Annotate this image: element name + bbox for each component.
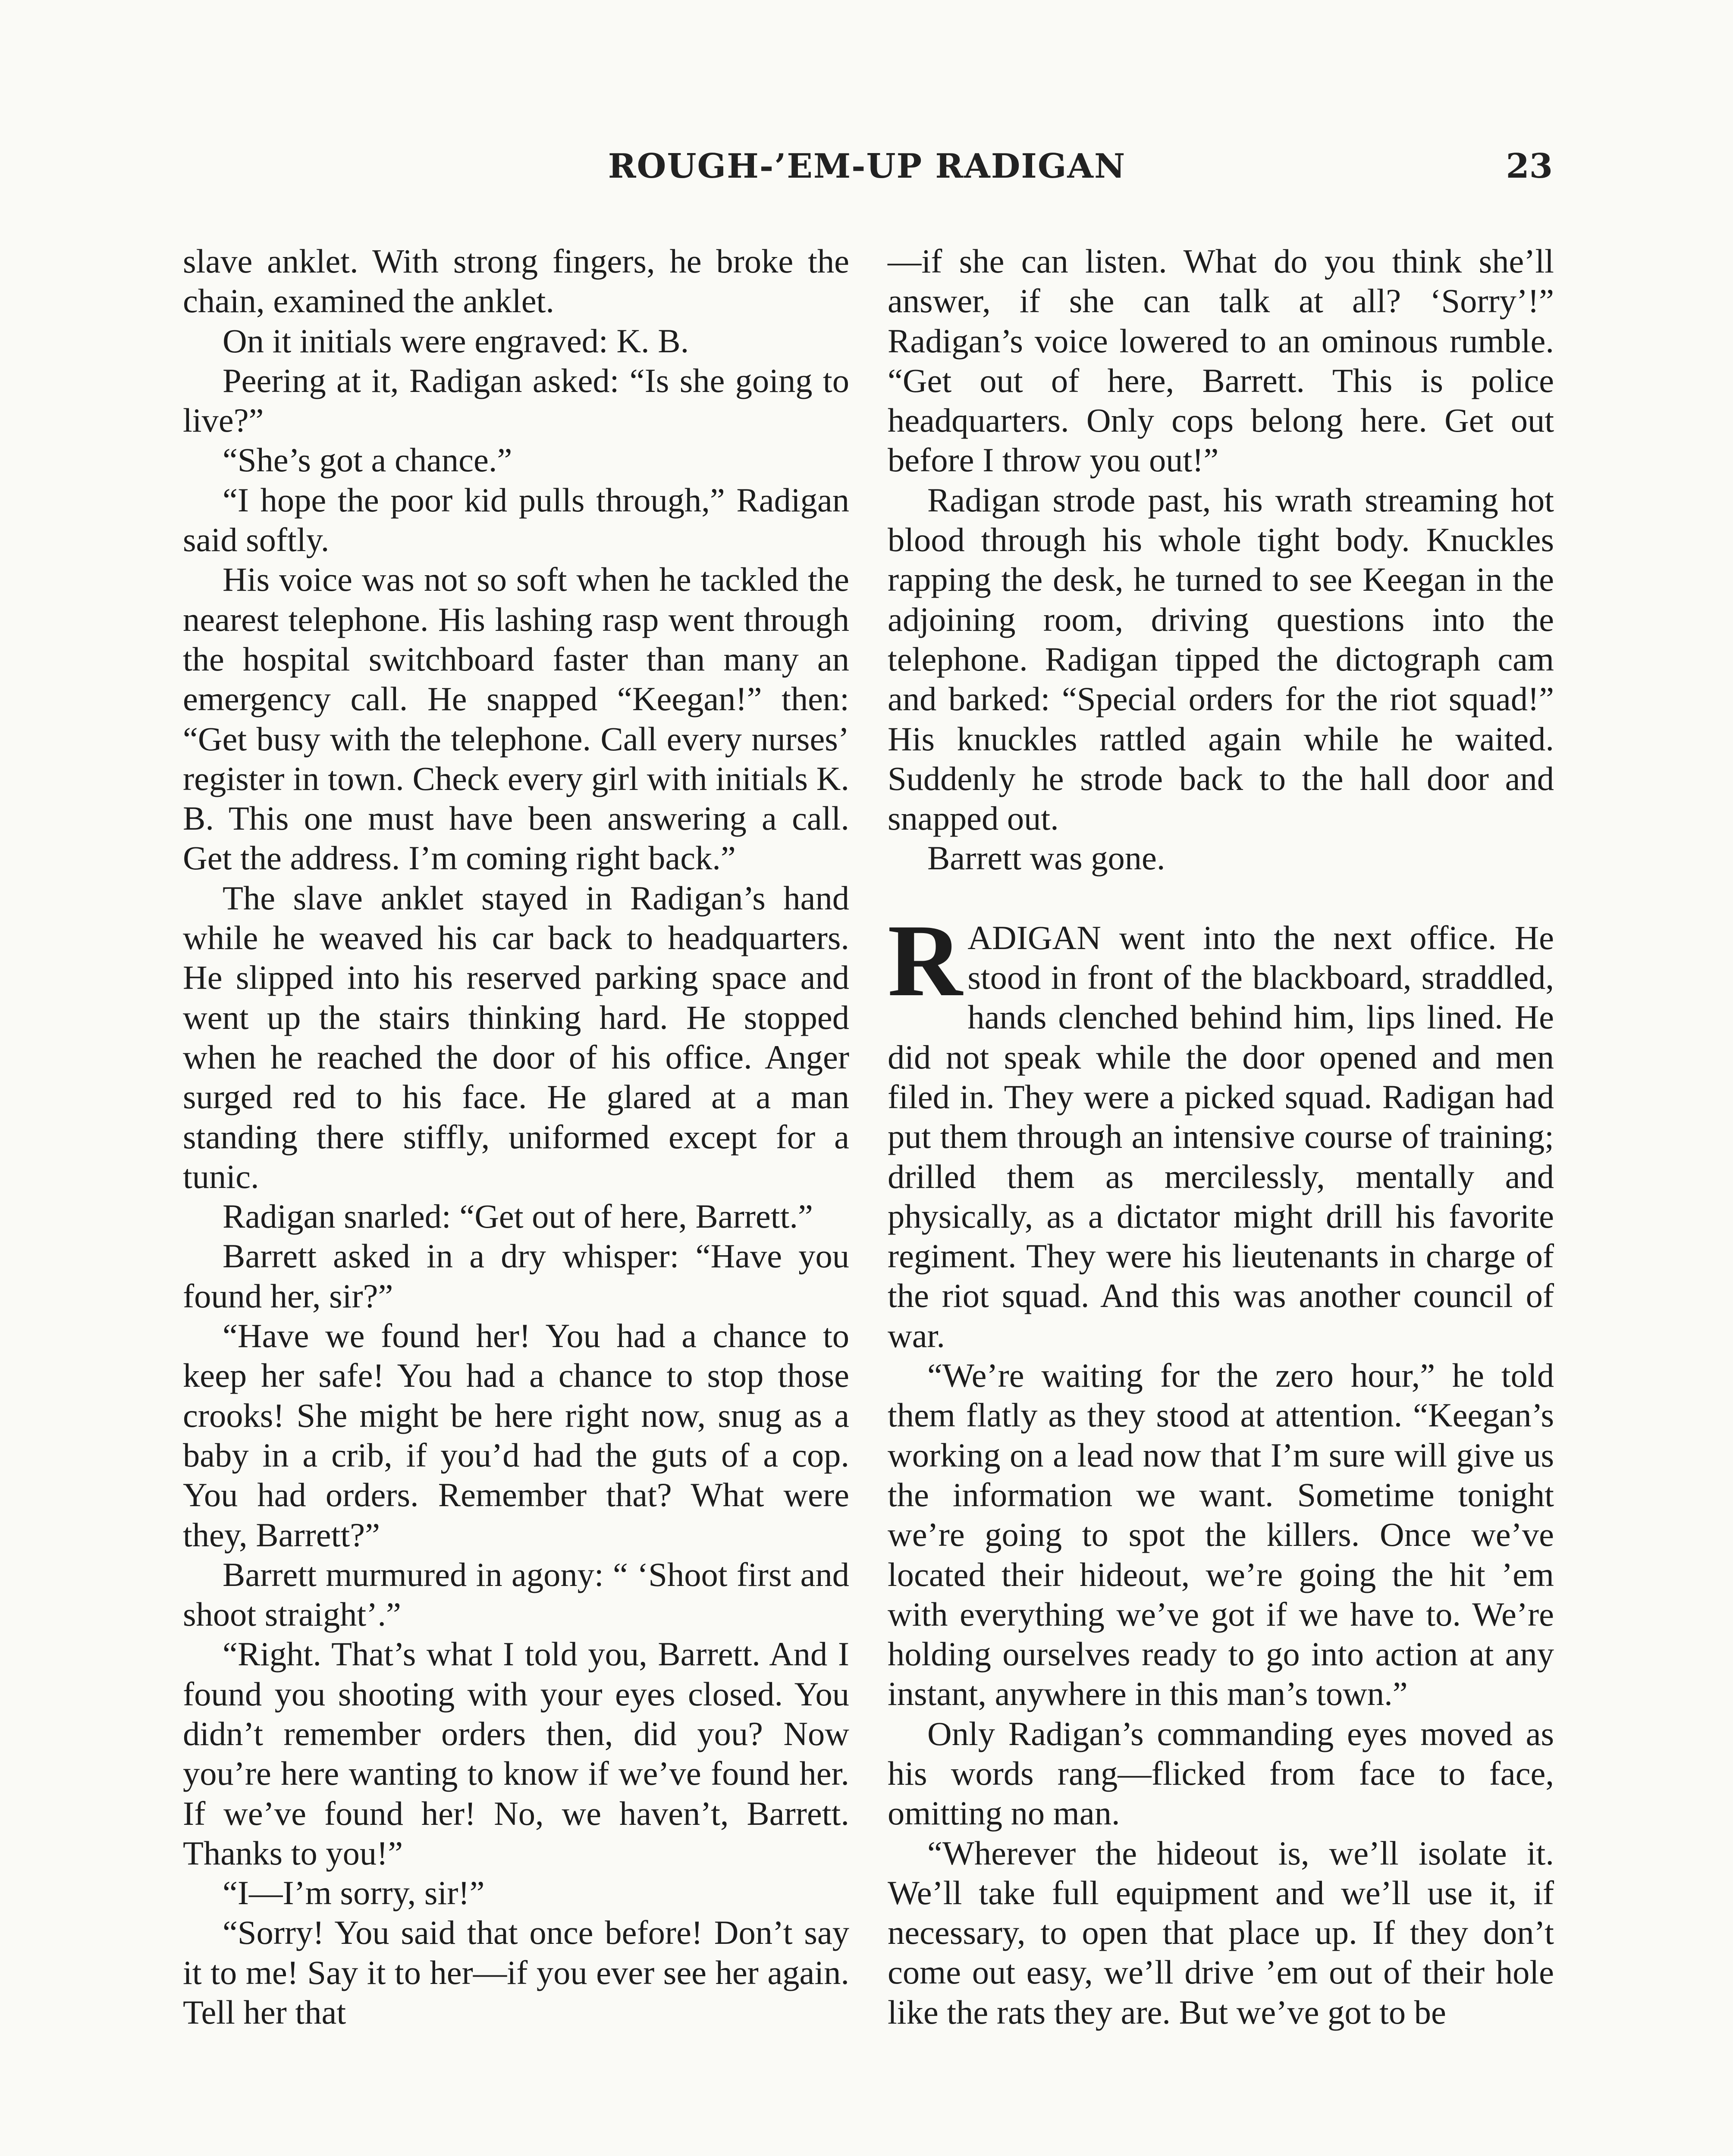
paragraph: Radigan snarled: “Get out of here, Barrett.” — [223, 1197, 813, 1235]
paragraph: “Wherever the hideout is, we’ll isolate it. We’ll take full equipment and we’ll use it, if necessary, to open that place up. If they don’t come out easy, we’ll drive ’em out of their hole like the rats they are. But we’ve got to be — [888, 1834, 1554, 2031]
paragraph: “Right. That’s what I told you, Barrett. And I found you shooting with your eyes closed. You didn’t remember orders then, did you? Now you’re here wanting to know if we’ve found her. If we’ve found her! No, we haven’t, Barrett. Thanks to you!” — [183, 1635, 849, 1872]
paragraph: “I—I’m sorry, sir!” — [223, 1874, 485, 1912]
paragraph: “We’re waiting for the zero hour,” he told them flatly as they stood at attention. “Keegan’s working on a lead now that I’m sure will give us the information we want. Sometime tonight we’re going to spot the killers. Once we’ve located their hideout, we’re going the hit ’em with everything we’ve got if we have to. We’re holding ourselves ready to go into action at any instant, anywhere in this man’s town.” — [888, 1357, 1554, 1713]
paragraph: Barrett asked in a dry whisper: “Have you found her, sir?” — [183, 1237, 849, 1315]
section-opening-paragraph — [888, 903, 1554, 1356]
paragraph: Radigan strode past, his wrath streaming hot blood through his whole tight body. Knuckles rapping the desk, he turned to see Keegan in the adjoining room, driving questions into the telephone. Radigan tipped the dictograph cam and barked: “Special orders for the riot squad!” His knuckles rattled again while he waited. Suddenly he strode back to the hall door and snapped out. — [888, 481, 1554, 837]
section-opening-text: ADIGAN went into the next office. He stood in front of the blackboard, straddled, hands clenched behind him, lips lined. He did not speak while the door opened and men filed in. They were a picked squad. Radigan had put them through an intensive course of training; drilled them as mercilessly, mentally and physically, as a dictator might drill his favorite regiment. They were his lieutenants in charge of the riot squad. And this was another council of war. — [888, 918, 1554, 1354]
paragraph: “I hope the poor kid pulls through,” Radigan said softly. — [183, 481, 849, 559]
page-header — [181, 147, 1553, 194]
paragraph: “She’s got a chance.” — [223, 441, 512, 479]
paragraph: Peering at it, Radigan asked: “Is she going to live?” — [183, 361, 849, 439]
paragraph: “Sorry! You said that once before! Don’t say it to me! Say it to her—if you ever see her again. Tell her that — [183, 1914, 849, 2031]
paragraph: —if she can listen. What do you think she’ll answer, if she can talk at all? ‘Sorry’!” Radigan’s voice lowered to an ominous rumble. “Get out of here, Barrett. This is police headquarters. Only cops belong here. Get out before I throw you out!” — [888, 242, 1554, 479]
paragraph: Barrett was gone. — [927, 839, 1165, 877]
left-column — [183, 241, 849, 2032]
running-title: ROUGH-’EM-UP RADIGAN — [608, 147, 1126, 186]
paragraph: On it initials were engraved: K. B. — [223, 322, 689, 360]
drop-cap: R — [888, 903, 963, 1018]
page-number: 23 — [1506, 147, 1553, 186]
paragraph: The slave anklet stayed in Radigan’s hand while he weaved his car back to headquarters. He slipped into his reserved parking space and went up the stairs thinking hard. He stopped when he reached the door of his office. Anger surged red to his face. He glared at a man standing there stiffly, uniformed except for a tunic. — [183, 879, 849, 1195]
paragraph: “Have we found her! You had a chance to keep her safe! You had a chance to stop those crooks! She might be here right now, snug as a baby in a crib, if you’d had the guts of a cop. You had orders. Remember that? What were they, Barrett?” — [183, 1317, 849, 1554]
right-column — [888, 241, 1554, 2032]
paragraph: slave anklet. With strong fingers, he broke the chain, examined the anklet. — [183, 242, 849, 320]
paragraph: Barrett murmured in agony: “ ‘Shoot first and shoot straight’.” — [183, 1555, 849, 1633]
paragraph: His voice was not so soft when he tackled the nearest telephone. His lashing rasp went through the hospital switchboard faster than many an emergency call. He snapped “Keegan!” then: “Get busy with the telephone. Call every nurses’ register in town. Check every girl with initials K. B. This one must have been answering a call. Get the address. I’m coming right back.” — [183, 561, 849, 877]
paragraph: Only Radigan’s commanding eyes moved as his words rang—flicked from face to face, omitting no man. — [888, 1714, 1554, 1832]
